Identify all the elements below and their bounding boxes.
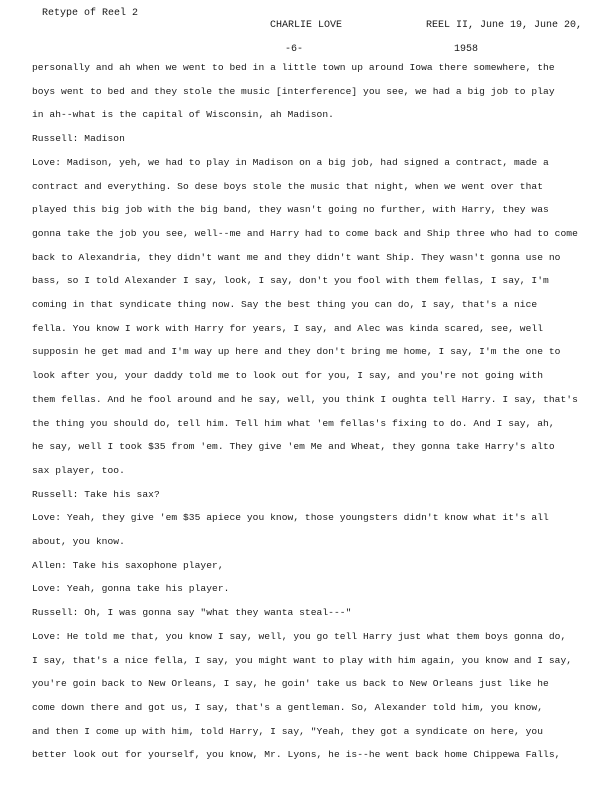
- transcript-line: in ah--what is the capital of Wisconsin, ah Madison.: [32, 109, 334, 121]
- interviewee-name: CHARLIE LOVE: [270, 20, 343, 31]
- transcript-line: fella. You know I work with Harry for years, I say, and Alec was kinda scared, see, well: [32, 322, 544, 334]
- transcript-line: Allen: Take his saxophone player,: [32, 559, 224, 571]
- document-label: Retype of Reel 2: [42, 8, 139, 19]
- reel-year: 1958: [454, 44, 479, 55]
- transcript-line: played this big job with the big band, they wasn't going no further, with Harry, they was: [32, 204, 549, 216]
- transcript-line: supposin he get mad and I'm way up here and they don't bring me home, I say, I'm the one to: [32, 346, 561, 358]
- transcript-line: bass, so I told Alexander I say, look, I say, don't you fool with them fellas, I say, I'm: [32, 275, 549, 287]
- transcript-line: I say, that's a nice fella, I say, you might want to play with him again, you know and I say,: [32, 654, 573, 666]
- transcript-line: contract and everything. So dese boys stole the music that night, when we went over that: [32, 180, 544, 192]
- transcript-line: them fellas. And he fool around and he say, well, you think I oughta tell Harry. I say, that's: [32, 393, 578, 405]
- transcript-line: sax player, too.: [32, 464, 125, 476]
- transcript-line: Love: He told me that, you know I say, well, you go tell Harry just what them boys gonna do,: [32, 630, 567, 642]
- transcript-line: back to Alexandria, they didn't want me and they didn't want Ship. They wasn't gonna use no: [32, 251, 561, 263]
- transcript-line: about, you know.: [32, 536, 125, 548]
- transcript-line: look after you, your daddy told me to look out for you, I say, and you're not going with: [32, 370, 544, 382]
- page-number: -6-: [285, 44, 304, 55]
- transcript-line: Love: Yeah, gonna take his player.: [32, 583, 230, 595]
- transcript-line: Russell: Oh, I was gonna say "what they wanta steal---": [32, 607, 352, 619]
- transcript-line: Love: Madison, yeh, we had to play in Madison on a big job, had signed a contract, made a: [32, 156, 549, 168]
- transcript-body: [32, 56, 592, 767]
- transcript-line: coming in that syndicate thing now. Say the best thing you can do, I say, that's a nice: [32, 299, 538, 311]
- transcript-line: better look out for yourself, you know, Mr. Lyons, he is--he went back home Chippewa Falls,: [32, 749, 561, 761]
- transcript-line: boys went to bed and they stole the music [interference] you see, we had a big job to play: [32, 85, 555, 97]
- transcript-line: come down there and got us, I say, that's a gentleman. So, Alexander told him, you know,: [32, 701, 544, 713]
- transcript-line: he say, well I took $35 from 'em. They give 'em Me and Wheat, they gonna take Harry's alto: [32, 441, 555, 453]
- transcript-line: personally and ah when we went to bed in a little town up around Iowa there somewhere, the: [32, 62, 555, 73]
- transcript-line: the thing you should do, tell him. Tell him what 'em fellas's fixing to do. And I say, ah,: [32, 417, 555, 429]
- transcript-line: Love: Yeah, they give 'em $35 apiece you know, those youngsters didn't know what it's all: [32, 512, 549, 524]
- transcript-line: and then I come up with him, told Harry, I say, "Yeah, they got a syndicate on here, you: [32, 725, 544, 737]
- transcript-line: gonna take the job you see, well--me and Harry had to come back and Ship three who had to come: [32, 227, 578, 239]
- transcript-line: Russell: Take his sax?: [32, 488, 160, 500]
- transcript-line: you're goin back to New Orleans, I say, he goin' take us back to New Orleans just like he: [32, 678, 549, 690]
- reel-dates: REEL II, June 19, June 20,: [426, 20, 583, 31]
- transcript-line: Russell: Madison: [32, 133, 125, 145]
